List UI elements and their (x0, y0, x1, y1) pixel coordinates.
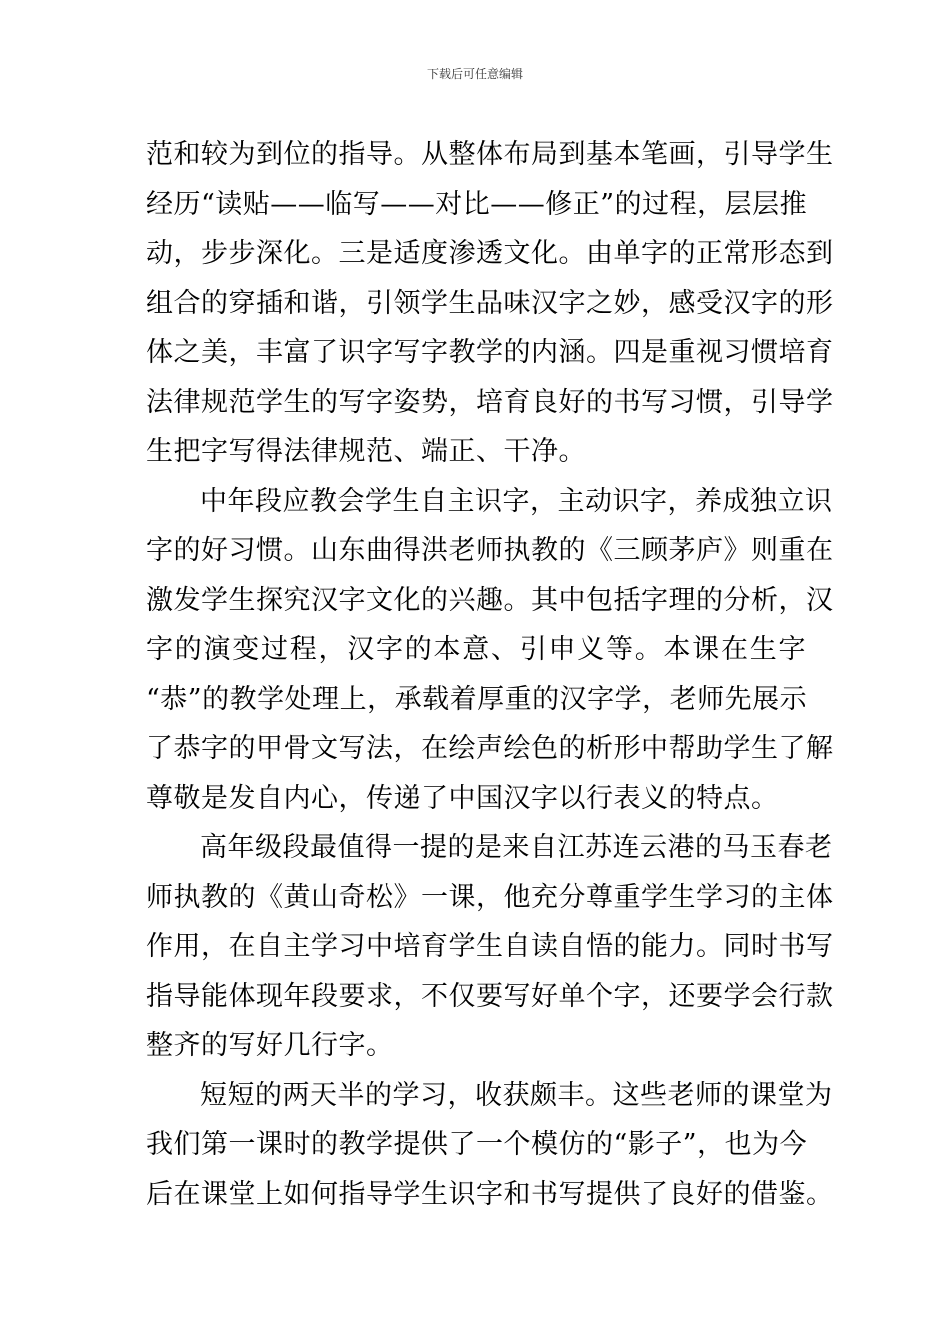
text-line: 经历“读贴——临写——对比——修正”的过程，层层推 (146, 188, 808, 220)
paragraph (146, 130, 834, 477)
text-line: 字的演变过程，汉字的本意、引申义等。本课在生字 (146, 634, 806, 665)
paragraph (146, 823, 834, 1071)
text-line: 字的好习惯。山东曲得洪老师执教的《三顾茅庐》则重在 (146, 535, 834, 566)
page-header: 下载后可任意编辑 (426, 67, 523, 81)
text-line: “恭”的教学处理上，承载着厚重的汉字学，老师先展示 (146, 683, 808, 715)
text-line: 生把字写得法律规范、端正、干净。 (146, 436, 586, 467)
text-line: 体之美，丰富了识字写字教学的内涵。四是重视习惯培育 (146, 337, 834, 368)
text-line: 高年级段最值得一提的是来自江苏连云港的马玉春老 (200, 832, 833, 863)
text-line: 了恭字的甲骨文写法，在绘声绘色的析形中帮助学生了解 (146, 733, 834, 764)
text-line: 我们第一课时的教学提供了一个模仿的“影子”，也为今 (146, 1129, 808, 1160)
text-line: 作用，在自主学习中培育学生自读自悟的能力。同时书写 (146, 931, 834, 962)
text-line: 激发学生探究汉字文化的兴趣。其中包括字理的分析，汉 (146, 584, 834, 616)
text-line: 法律规范学生的写字姿势，培育良好的书写习惯，引导学 (146, 386, 834, 418)
text-line: 后在课堂上如何指导学生识字和书写提供了良好的借鉴。 (146, 1178, 834, 1210)
text-line: 中年段应教会学生自主识字，主动识字，养成独立识 (200, 485, 833, 517)
text-line: 短短的两天半的学习，收获颇丰。这些老师的课堂为 (200, 1079, 833, 1111)
paragraph (146, 477, 834, 824)
paragraph (146, 1071, 834, 1220)
text-line: 范和较为到位的指导。从整体布局到基本笔画，引导学生 (146, 139, 834, 170)
text-line: 整齐的写好几行字。 (146, 1030, 394, 1061)
text-line: 组合的穿插和谐，引领学生品味汉字之妙，感受汉字的形 (146, 287, 834, 319)
text-line: 指导能体现年段要求，不仅要写好单个字，还要学会行款 (146, 980, 834, 1012)
text-line: 动，步步深化。三是适度渗透文化。由单字的正常形态到 (146, 238, 834, 269)
text-line: 师执教的《黄山奇松》一课，他充分尊重学生学习的主体 (146, 881, 834, 913)
document-body (146, 130, 834, 1219)
text-line: 尊敬是发自内心，传递了中国汉字以行表义的特点。 (146, 782, 779, 814)
